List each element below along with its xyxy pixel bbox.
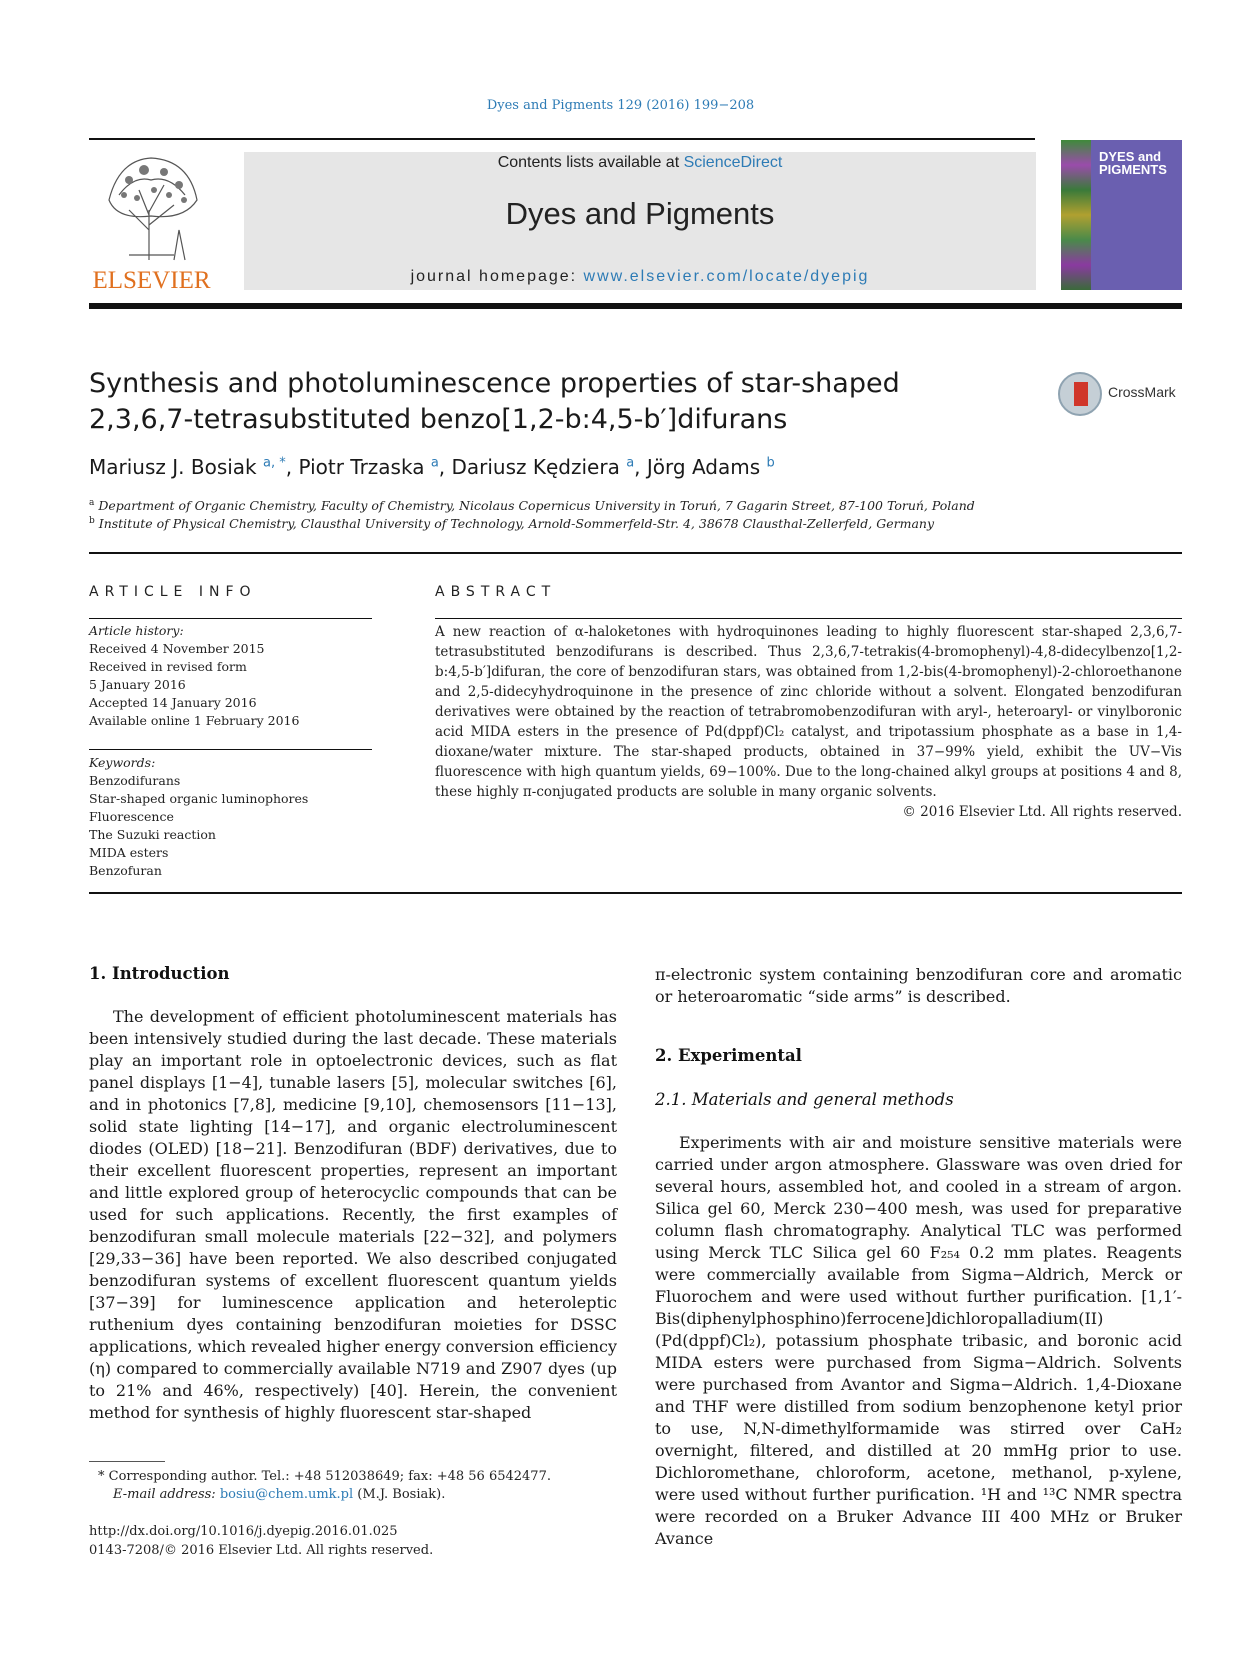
keyword: Benzodifurans bbox=[89, 773, 181, 788]
keywords-rule bbox=[89, 749, 372, 750]
section-rule bbox=[89, 552, 1182, 554]
corresponding-author-note: * Corresponding author. Tel.: +48 512038649; fax: +48 56 6542477. bbox=[98, 1469, 551, 1484]
header-top-rule bbox=[89, 138, 1035, 140]
homepage-prefix: journal homepage: bbox=[410, 268, 584, 285]
elsevier-wordmark: ELSEVIER bbox=[92, 267, 211, 294]
email-suffix: (M.J. Bosiak). bbox=[353, 1487, 446, 1502]
history-label: Article history: bbox=[89, 623, 184, 638]
footnote-rule bbox=[89, 1461, 165, 1462]
materials-subheading: 2.1. Materials and general methods bbox=[655, 1090, 954, 1109]
materials-text: Experiments with air and moisture sensitive materials were carried under argon atmosphere. Glassware was oven dried for several hours, assembled hot, and cooled in a stream of argon. Silica gel 60, Merck 230−400 mesh, was used for preparative column flash chromatography. Analytical TLC was performed using Merck TLC Silica gel 60 F₂₅₄ 0.2 mm plates. Reagents were commercially available from Sigma−Aldrich, Merck or Fluorochem and were used without further purification. [1,1′-Bis(diphenylphosphino)ferrocene]dichloropalladium(II) (Pd(dppf)Cl₂), potassium phosphate tribasic, and boronic acid MIDA esters were purchased from Sigma−Aldrich. Solvents were purchased from Avantor and Sigma−Aldrich. 1,4-Dioxane and THF were distilled from sodium benzophenone ketyl prior to use, N,N-dimethylformamide was stirred over CaH₂ overnight, filtered, and distilled at 20 mmHg prior to use. Dichloromethane, chloroform, acetone, methanol, p-xylene, were used without further purification. ¹H and ¹³C NMR spectra were recorded on a Bruker Advance III 400 MHz or Bruker Avance bbox=[655, 1133, 1182, 1548]
sciencedirect-link[interactable]: ScienceDirect bbox=[683, 154, 783, 171]
journal-banner bbox=[244, 152, 1036, 290]
abstract-heading: ABSTRACT bbox=[435, 584, 557, 600]
author-name: Piotr Trzaska bbox=[298, 455, 425, 479]
keyword: MIDA esters bbox=[89, 845, 169, 860]
author-name: Dariusz Kędziera bbox=[451, 455, 620, 479]
tree-logo-icon bbox=[89, 150, 214, 262]
contents-line bbox=[244, 154, 1036, 172]
history-item: Available online 1 February 2016 bbox=[89, 713, 300, 728]
title-line-2: 2,3,6,7-tetrasubstituted benzo[1,2-b:4,5-b′]difurans bbox=[89, 404, 788, 435]
author-affiliation-link[interactable]: a, * bbox=[263, 455, 286, 471]
intro-continued-text: π-electronic system containing benzodifuran core and aromatic or heteroaromatic “side arms” is described. bbox=[655, 965, 1182, 1006]
abstract-copyright: © 2016 Elsevier Ltd. All rights reserved. bbox=[902, 804, 1182, 820]
header-bottom-rule bbox=[89, 303, 1182, 309]
keywords-label: Keywords: bbox=[89, 755, 156, 770]
author-name: Mariusz J. Bosiak bbox=[89, 455, 257, 479]
crossmark-icon bbox=[1058, 372, 1102, 416]
affiliation-a: $^a$ Department of Organic Chemistry, Faculty of Chemistry, Nicolaus Copernicus University in Toruń, 7 Gagarin Street, 87-100 Toruń, Poland bbox=[89, 498, 975, 514]
intro-heading: 1. Introduction bbox=[89, 964, 230, 983]
doi-link[interactable]: http://dx.doi.org/10.1016/j.dyepig.2016.01.025 bbox=[89, 1524, 398, 1539]
author-affiliation-link[interactable]: b bbox=[766, 455, 775, 471]
homepage-link[interactable]: www.elsevier.com/locate/dyepig bbox=[583, 268, 870, 285]
paper-title bbox=[89, 366, 1009, 438]
keyword: The Suzuki reaction bbox=[89, 827, 216, 842]
cover-art bbox=[1061, 140, 1091, 290]
email-link[interactable]: bosiu@chem.umk.pl bbox=[219, 1487, 354, 1502]
history-item: Accepted 14 January 2016 bbox=[89, 695, 257, 710]
email-label: E-mail address: bbox=[113, 1487, 220, 1502]
section-rule bbox=[89, 892, 1182, 894]
author-name: Jörg Adams bbox=[646, 455, 761, 479]
elsevier-logo[interactable] bbox=[89, 150, 214, 295]
article-info-rule bbox=[89, 618, 372, 619]
abstract-body bbox=[435, 622, 1182, 822]
article-info-heading: ARTICLE INFO bbox=[89, 584, 257, 600]
email-line bbox=[113, 1486, 445, 1504]
history-item: Received in revised form bbox=[89, 659, 247, 674]
experimental-heading: 2. Experimental bbox=[655, 1046, 802, 1065]
article-history bbox=[89, 622, 372, 730]
keyword: Star-shaped organic luminophores bbox=[89, 791, 309, 806]
title-line-1: Synthesis and photoluminescence properties of star-shaped bbox=[89, 368, 900, 399]
affiliation-b: $^b$ Institute of Physical Chemistry, Clausthal University of Technology, Arnold-Sommerfeld-Str. 4, 38678 Clausthal-Zellerfeld, Germany bbox=[89, 516, 935, 532]
keyword: Fluorescence bbox=[89, 809, 174, 824]
journal-title: Dyes and Pigments bbox=[505, 196, 775, 231]
crossmark-badge[interactable] bbox=[1058, 372, 1182, 422]
homepage-line bbox=[244, 268, 1036, 286]
crossmark-label: CrossMark bbox=[1108, 384, 1176, 400]
abstract-rule bbox=[435, 618, 1182, 619]
contents-prefix: Contents lists available at bbox=[497, 154, 684, 171]
issn-line: 0143-7208/© 2016 Elsevier Ltd. All rights reserved. bbox=[89, 1543, 434, 1558]
journal-reference[interactable]: Dyes and Pigments 129 (2016) 199−208 bbox=[486, 98, 755, 113]
history-item: 5 January 2016 bbox=[89, 677, 186, 692]
author-affiliation-link[interactable]: a bbox=[626, 455, 635, 471]
keywords bbox=[89, 754, 372, 880]
keyword: Benzofuran bbox=[89, 863, 162, 878]
history-item: Received 4 November 2015 bbox=[89, 641, 265, 656]
author-list: Mariusz J. Bosiak $^{a, *}$, Piotr Trzaska $^a$, Dariusz Kędziera $^a$, Jörg Adams $^b$ bbox=[89, 455, 775, 479]
cover-title: DYES and PIGMENTS bbox=[1099, 149, 1167, 177]
author-affiliation-link[interactable]: a bbox=[430, 455, 439, 471]
journal-cover[interactable] bbox=[1061, 140, 1182, 290]
intro-text: The development of efficient photoluminescent materials has been intensively studied during the last decade. These materials play an important role in optoelectronic devices, such as flat panel displays [1−4], tunable lasers [5], molecular switches [6], and in photonics [7,8], medicine [9,10], chemosensors [11−13], solid state lighting [14−17], and organic electroluminescent diodes (OLED) [18−21]. Benzodifuran (BDF) derivatives, due to their excellent fluorescent properties, represent an important and little explored group of heterocyclic compounds that can be used for such applications. Recently, the first examples of benzodifuran small molecule materials [22−32], and polymers [29,33−36] have been reported. We also described conjugated benzodifuran systems of excellent fluorescent quantum yields [37−39] for luminescence application and heteroleptic ruthenium dyes containing benzodifuran moieties for DSSC applications, which revealed higher energy conversion efficiency (η) compared to commercially available N719 and Z907 dyes (up to 21% and 46%, respectively) [40]. Herein, the convenient method for synthesis of highly fluorescent star-shaped bbox=[89, 1007, 617, 1422]
abstract-text: A new reaction of α-haloketones with hydroquinones leading to highly fluorescent star-shaped 2,3,6,7-tetrasubstituted benzodifurans is described. Thus 2,3,6,7-tetrakis(4-bromophenyl)-4,8-didecylbenzo[1,2-b:4,5-b′]difuran, the core of benzodifuran stars, was obtained from 1,2-bis(4-bromophenyl)-2-chloroethanone and 2,5-didecyhydroquinone in the presence of zinc chloride without a solvent. Elongated benzodifuran derivatives were obtained by the reaction of tetrabromobenzodifuran with aryl-, heteroaryl- or vinylboronic acid MIDA esters in the presence of Pd(dppf)Cl₂ catalyst, and tripotassium phosphate as a base in 1,4-dioxane/water mixture. The star-shaped products, obtained in 37−99% yield, exhibit the UV−Vis fluorescence with high quantum yields, 69−100%. Due to the long-chained alkyl groups at positions 4 and 8, these highly π-conjugated products are soluble in many organic solvents. bbox=[435, 624, 1182, 800]
